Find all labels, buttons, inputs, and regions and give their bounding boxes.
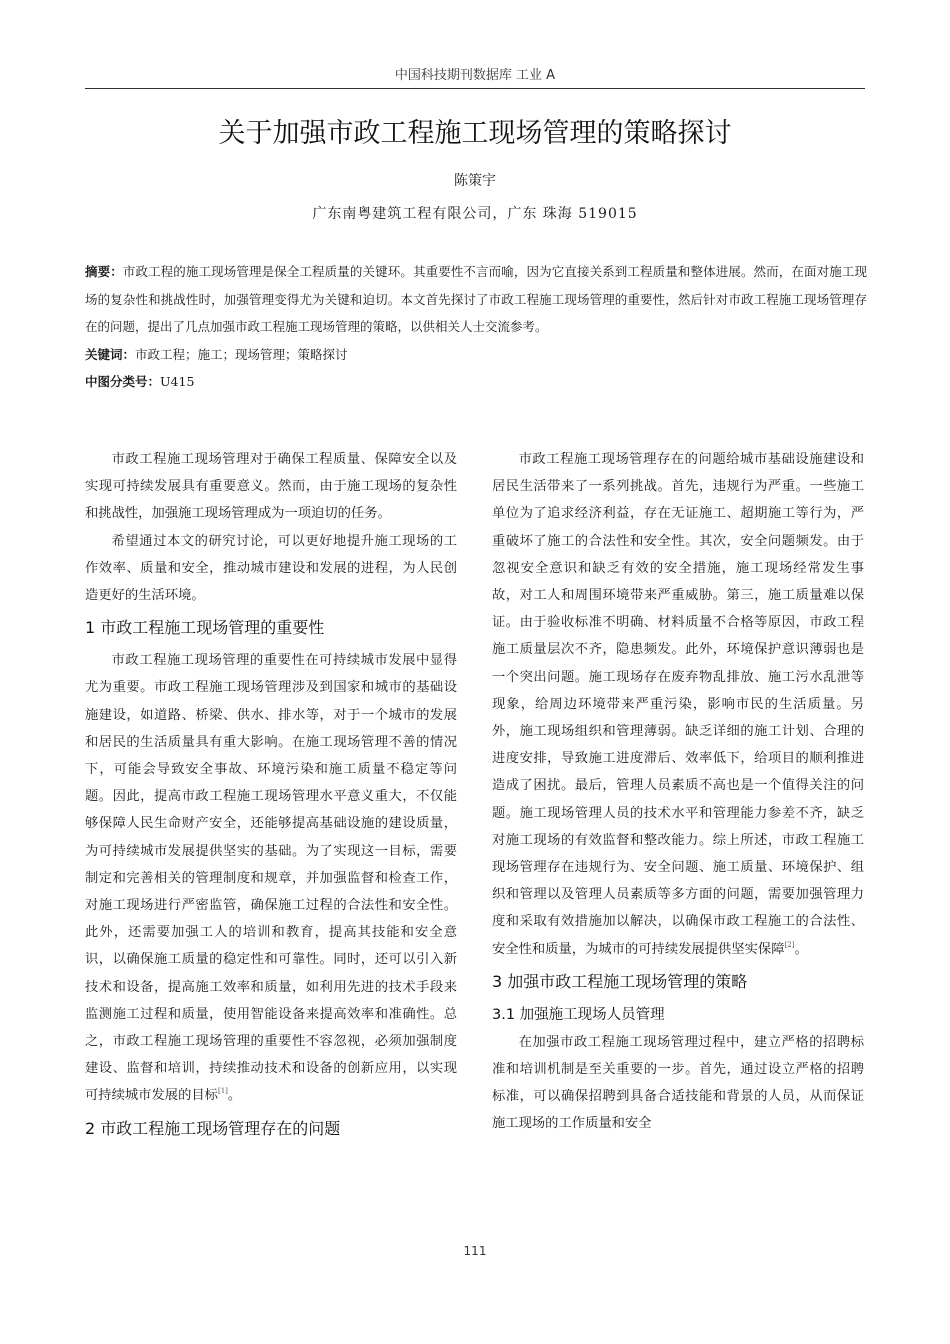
classification-label: 中图分类号： bbox=[85, 373, 161, 389]
author-affiliation: 广东南粤建筑工程有限公司，广东 珠海 519015 bbox=[312, 206, 638, 222]
keywords-text: 市政工程；施工；现场管理；策略探讨 bbox=[135, 346, 348, 362]
keywords-label: 关键词： bbox=[85, 346, 136, 362]
abstract-block bbox=[85, 258, 867, 395]
section-1-paragraph bbox=[85, 647, 457, 1109]
abstract-label: 摘要： bbox=[85, 264, 123, 279]
journal-name: 中国科技期刊数据库 工业 A bbox=[394, 68, 556, 83]
citation-2: [2] bbox=[784, 940, 795, 949]
section-1-text: 市政工程施工现场管理的重要性在可持续城市发展中显得尤为重要。市政工程施工现场管理涉及到国家和城市的基础设施建设，如道路、桥梁、供水、排水等，对于一个城市的发展和居民的生活质量具有重大影响。在施工现场管理不善的情况下，可能会导致安全事故、环境污染和施工质量不稳定等问题。因此，提高市政工程施工现场管理水平意义重大，不仅能够保障人民生命财产安全，还能够提高基础设施的建设质量，为可持续城市发展提供坚实的基础。为了实现这一目标，需要制定和完善相关的管理制度和规章，并加强监督和检查工作，对施工现场进行严密监管，确保施工过程的合法性和安全性。此外，还需要加强工人的培训和教育，提高其技能和安全意识，以确保施工质量的稳定性和可靠性。同时，还可以引入新技术和设备，提高施工效率和质量，如利用先进的技术手段来监测施工过程和质量，使用智能设备来提高效率和准确性。总之，市政工程施工现场管理的重要性不容忽视，必须加强制度建设、监督和培训，持续推动技术和设备的创新应用，以实现可持续城市发展的目标 bbox=[85, 653, 457, 1104]
abstract bbox=[85, 258, 867, 341]
section-1-end: 。 bbox=[227, 1088, 242, 1104]
page-number: 111 bbox=[463, 1244, 487, 1258]
intro-paragraph-2: 希望通过本文的研究讨论，可以更好地提升施工现场的工作效率、质量和安全，推动城市建设和发展的进程，为人民创造更好的生活环境。 bbox=[85, 533, 457, 604]
keywords bbox=[85, 341, 867, 368]
section-3-1-heading: 3.1 加强施工现场人员管理 bbox=[492, 1006, 665, 1023]
section-2-end: 。 bbox=[794, 941, 808, 957]
section-3-heading: 3 加强市政工程施工现场管理的策略 bbox=[492, 971, 748, 991]
right-column bbox=[492, 446, 864, 1138]
section-2-paragraph bbox=[492, 446, 864, 963]
section-2-text: 市政工程施工现场管理存在的问题给城市基础设施建设和居民生活带来了一系列挑战。首先，违规行为严重。一些施工单位为了追求经济利益，存在无证施工、超期施工等行为，严重破坏了施工的合法性和安全性。其次，安全问题频发。由于忽视安全意识和缺乏有效的安全措施，施工现场经常发生事故，对工人和周围环境带来严重威胁。第三，施工质量难以保证。由于验收标准不明确、材料质量不合格等原因，市政工程施工质量层次不齐，隐患频发。此外，环境保护意识薄弱也是一个突出问题。施工现场存在废弃物乱排放、施工污水乱泄等现象，给周边环境带来严重污染，影响市民的生活质量。另外，施工现场组织和管理薄弱。缺乏详细的施工计划、合理的进度安排，导致施工进度滞后、效率低下，给项目的顺利推进造成了困扰。最后，管理人员素质不高也是一个值得关注的问题。施工现场管理人员的技术水平和管理能力参差不齐，缺乏对施工现场的有效监督和整改能力。综上所述，市政工程施工现场管理存在违规行为、安全问题、施工质量、环境保护、组织和管理以及管理人员素质等多方面的问题，需要加强管理力度和采取有效措施加以解决，以确保市政工程施工的合法性、安全性和质量，为城市的可持续发展提供坚实保障 bbox=[492, 452, 864, 957]
paper-title: 关于加强市政工程施工现场管理的策略探讨 bbox=[218, 118, 732, 149]
abstract-text: 市政工程的施工现场管理是保全工程质量的关键环。其重要性不言而喻，因为它直接关系到工程质量和整体进展。然而，在面对施工现场的复杂性和挑战性时，加强管理变得尤为关键和迫切。本文首先探讨了市政工程施工现场管理的重要性，然后针对市政工程施工现场管理存在的问题，提出了几点加强市政工程施工现场管理的策略，以供相关人士交流参考。 bbox=[85, 264, 867, 334]
section-1-heading: 1 市政工程施工现场管理的重要性 bbox=[85, 618, 325, 638]
citation-1: [1] bbox=[217, 1087, 228, 1096]
section-2-heading: 2 市政工程施工现场管理存在的问题 bbox=[85, 1118, 341, 1138]
running-header bbox=[85, 64, 865, 89]
classification-text: U415 bbox=[160, 373, 195, 389]
left-column bbox=[85, 446, 457, 1148]
section-3-1-paragraph: 在加强市政工程施工现场管理过程中，建立严格的招聘标准和培训机制是至关重要的一步。首先，通过设立严格的招聘标准，可以确保招聘到具备合适技能和背景的人员，从而保证施工现场的工作质量和安全 bbox=[492, 1034, 864, 1132]
classification bbox=[85, 368, 867, 395]
intro-paragraph-1: 市政工程施工现场管理对于确保工程质量、保障安全以及实现可持续发展具有重要意义。然而，由于施工现场的复杂性和挑战性，加强施工现场管理成为一项迫切的任务。 bbox=[85, 452, 457, 522]
author-name: 陈策宇 bbox=[454, 173, 496, 189]
